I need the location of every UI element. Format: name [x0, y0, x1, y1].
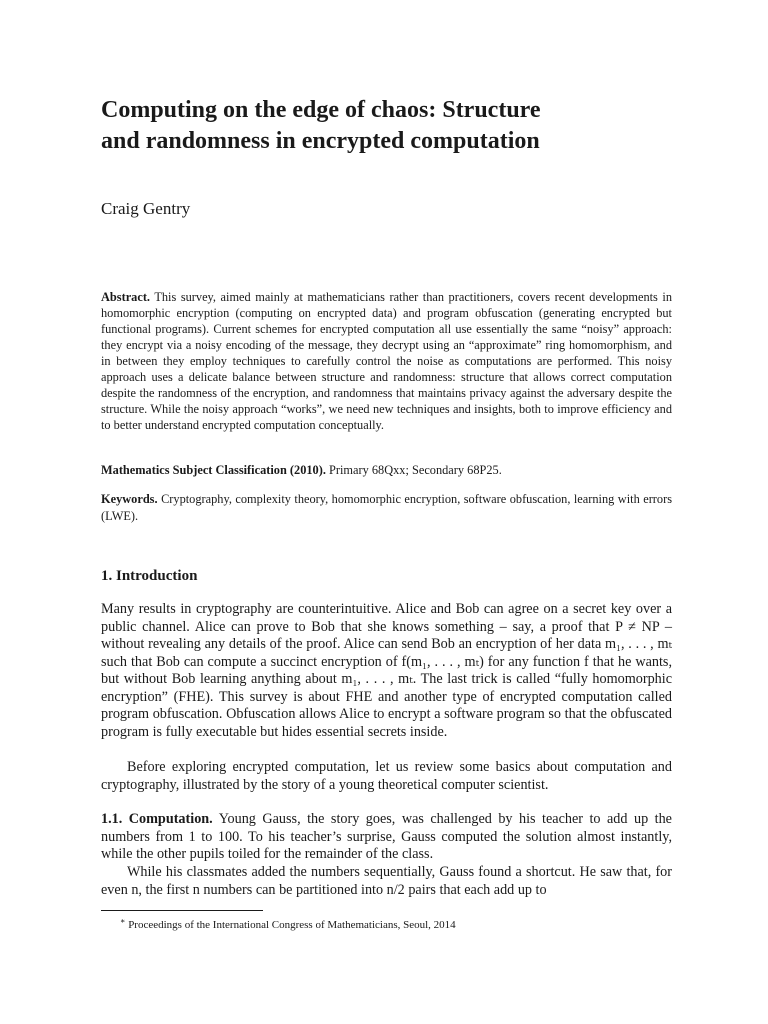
footnote-divider — [101, 910, 263, 911]
footnote-mark: ∗ — [120, 916, 126, 926]
abstract — [101, 289, 672, 433]
abstract-text: This survey, aimed mainly at mathematicians rather than practitioners, covers recent developments in homomorphic encryption (computing on encrypted data) and program obfuscation (generating encrypted but functional programs). Current schemes for encrypted computation all use essentially the same “noisy” approach: they encrypt via a noisy encoding of the message, they decrypt using an “approximate” ring homomorphism, and in between they employ techniques to carefully control the noise as computations are performed. This noisy approach uses a delicate balance between structure and randomness: structure that allows correct computation despite the randomness of the encryption, and randomness that maintains privacy against the adversary despite the structure. While the noisy approach “works”, we need new techniques and insights, both to improve efficiency and to better understand encrypted computation conceptually. — [101, 290, 672, 433]
abstract-label: Abstract. — [101, 290, 151, 304]
keywords-text: Cryptography, complexity theory, homomorphic encryption, software obfuscation, learning with errors (LWE). — [101, 492, 672, 523]
title-line-1: Computing on the edge of chaos: Structure — [101, 97, 541, 123]
section-heading-introduction: 1. Introduction — [101, 568, 198, 584]
keywords-label: Keywords. — [101, 492, 158, 506]
computation-paragraph-2: While his classmates added the numbers sequentially, Gauss found a shortcut. He saw that, for even n, the first n numbers can be partitioned into n/2 pairs that each add up to — [101, 864, 672, 898]
title-line-2: and randomness in encrypted computation — [101, 128, 540, 154]
keywords — [101, 491, 672, 524]
msc-label: Mathematics Subject Classification (2010). — [101, 463, 326, 477]
intro-paragraph-1: Many results in cryptography are counterintuitive. Alice and Bob can agree on a secret key over a public channel. Alice can prove to Bob that she knows something – say, a proof that P ≠ NP – without revealing any details of the proof. Alice can send Bob an encryption of her data m₁, . . . , mₜ such that Bob can compute a succinct encryption of f(m₁, . . . , mₜ) for any function f that he wants, but without Bob learning anything about m₁, . . . , mₜ. The last trick is called “fully homomorphic encryption” (FHE). This survey is about FHE and another type of encrypted computation called program obfuscation. Obfuscation allows Alice to encrypt a software program so that the obfuscated program is fully executable but hides essential secrets inside. — [101, 601, 672, 740]
msc-text: Primary 68Qxx; Secondary 68P25. — [329, 463, 502, 477]
intro-paragraph-2: Before exploring encrypted computation, let us review some basics about computation and cryptography, illustrated by the story of a young theoretical computer scientist. — [101, 759, 672, 793]
computation-paragraph-1 — [101, 811, 672, 864]
computation-text-1: Young Gauss, the story goes, was challenged by his teacher to add up the numbers from 1 to 100. To his teacher’s surprise, Gauss computed the solution almost instantly, while the other pupils toiled for the remainder of the class. — [101, 811, 672, 863]
subject-classification — [101, 462, 672, 478]
subsection-heading-computation: 1.1. Computation. — [101, 811, 213, 827]
footnote-text: Proceedings of the International Congress of Mathematicians, Seoul, 2014 — [128, 919, 456, 931]
author-name: Craig Gentry — [101, 199, 191, 218]
paper-title — [101, 95, 701, 157]
footnote — [120, 918, 456, 932]
